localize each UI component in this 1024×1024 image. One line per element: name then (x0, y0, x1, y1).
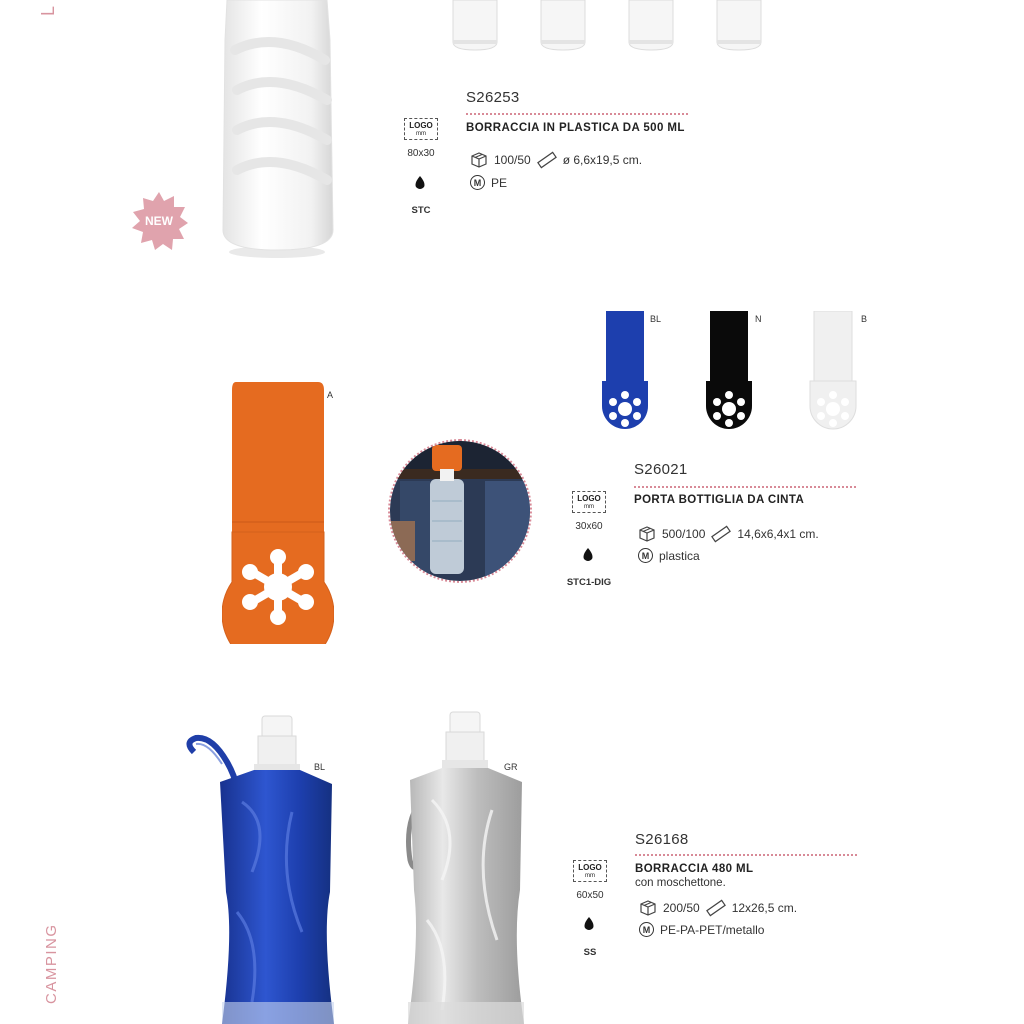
spec-row-pack-size (638, 525, 819, 543)
box-icon (639, 899, 657, 917)
product-code: S26021 (634, 461, 688, 478)
product-code: S26168 (635, 831, 689, 848)
ink-drop-icon (582, 548, 594, 562)
spec-row-material (638, 548, 700, 563)
new-badge-label: NEW (145, 214, 173, 228)
divider (466, 113, 688, 115)
swatch-holder-blue (598, 311, 652, 435)
logo-dimensions: 60x50 (576, 890, 604, 901)
logo-dimensions: 80x30 (407, 148, 435, 159)
side-label-top: L (38, 4, 58, 16)
pack-quantity: 200/50 (663, 901, 700, 915)
product-image-bottle-white (215, 0, 345, 262)
print-method: SS (583, 947, 597, 958)
belt-photo-illustration (390, 441, 530, 581)
box-icon (470, 151, 488, 169)
product-size: 14,6x6,4x1 cm. (737, 527, 819, 541)
print-method: STC1-DIG (566, 577, 612, 588)
material-icon: M (638, 548, 653, 563)
swatch-label-silver: GR (504, 762, 518, 772)
spec-row-material (639, 922, 764, 937)
material-icon: M (470, 175, 485, 190)
ruler-icon (706, 899, 726, 917)
product-name: BORRACCIA 480 ML (635, 863, 754, 875)
spec-row-pack-size (639, 899, 797, 917)
pack-quantity: 100/50 (494, 153, 531, 167)
material-icon: M (639, 922, 654, 937)
swatch-holder-black (702, 311, 756, 435)
spec-row-pack-size (470, 151, 642, 169)
product-image-foldable-bottle-silver (402, 710, 532, 1024)
logo-area-icon: LOGO mm (404, 118, 438, 140)
product-image-holder-orange (222, 382, 334, 644)
swatch-holder-white (806, 311, 860, 435)
print-method: STC (411, 205, 431, 216)
ruler-icon (537, 151, 557, 169)
product-image-bottle-variant-4 (714, 0, 764, 52)
product-size: 12x26,5 cm. (731, 901, 798, 915)
divider (635, 854, 857, 856)
product-name: PORTA BOTTIGLIA DA CINTA (634, 494, 805, 506)
logo-dimensions: 30x60 (575, 521, 603, 532)
product-material: PE-PA-PET/metallo (660, 922, 765, 937)
ruler-icon (711, 525, 731, 543)
swatch-label-blue: BL (650, 314, 662, 324)
divider (634, 486, 856, 488)
color-label-main: A (327, 390, 334, 400)
product-code: S26253 (466, 89, 520, 106)
new-badge (130, 192, 188, 250)
logo-area-icon: LOGO mm (573, 860, 607, 882)
ink-drop-icon (414, 176, 426, 190)
swatch-label-black: N (755, 314, 762, 324)
product-image-bottle-variant-3 (626, 0, 676, 52)
product-material: PE (491, 175, 508, 190)
product-image-bottle-variant-1 (450, 0, 500, 52)
box-icon (638, 525, 656, 543)
product-size: ø 6,6x19,5 cm. (562, 153, 643, 167)
swatch-label-blue: BL (314, 762, 326, 772)
logo-area-icon: LOGO mm (572, 491, 606, 513)
side-label-camping: CAMPING (43, 923, 60, 1004)
swatch-label-white: B (861, 314, 868, 324)
product-photo-in-use (388, 439, 532, 583)
ink-drop-icon (583, 917, 595, 931)
product-material: plastica (659, 548, 700, 563)
product-name: BORRACCIA IN PLASTICA DA 500 ML (466, 122, 685, 134)
product-image-bottle-variant-2 (538, 0, 588, 52)
product-image-foldable-bottle-blue (182, 712, 342, 1024)
product-subtitle: con moschettone. (635, 877, 726, 889)
spec-row-material (470, 175, 507, 190)
pack-quantity: 500/100 (662, 527, 706, 541)
